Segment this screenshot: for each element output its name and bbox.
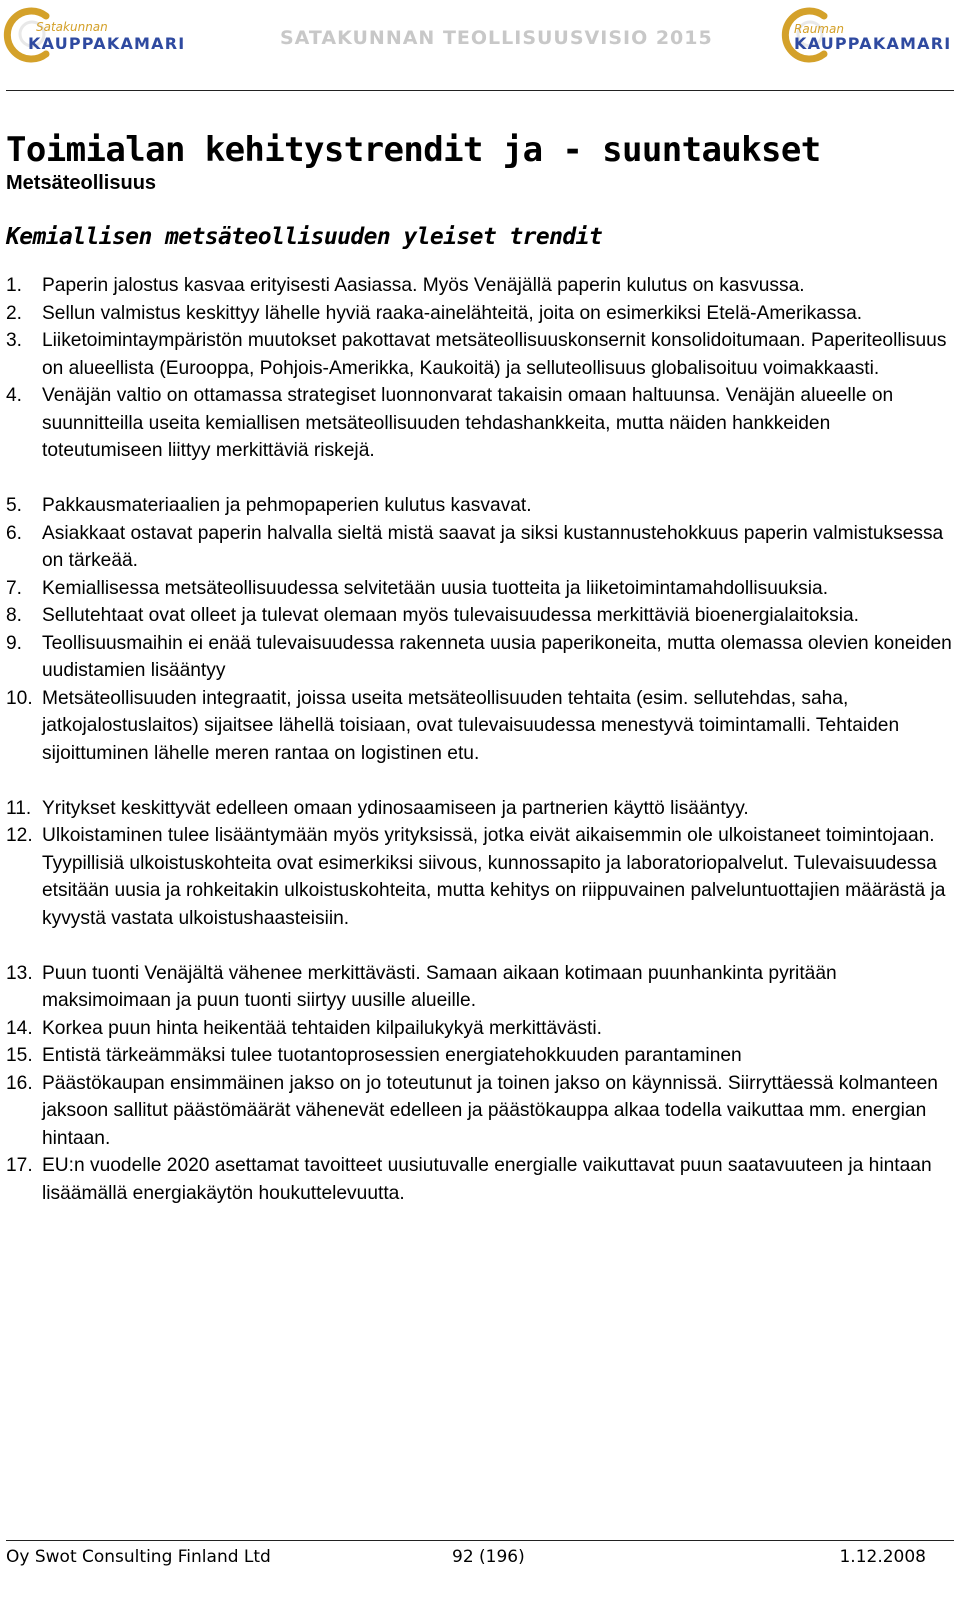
header-divider bbox=[6, 90, 954, 91]
list-item-text: EU:n vuodelle 2020 asettamat tavoitteet uusiutuvalle energialle vaikuttavat puun saatavuuteen ja hintaan lisäämällä energiakäytön houkuttelevuutta. bbox=[42, 1155, 932, 1204]
footer-company: Oy Swot Consulting Finland Ltd bbox=[6, 1547, 271, 1567]
right-logo-small-text: Rauman bbox=[794, 22, 844, 36]
page-header bbox=[0, 0, 960, 92]
satakunnan-kauppakamari-logo bbox=[2, 4, 212, 66]
list-item-number: 6. bbox=[6, 522, 23, 544]
list-item-number: 8. bbox=[6, 605, 23, 626]
list-item-number: 5. bbox=[6, 495, 23, 516]
left-logo-big-text: KAUPPAKAMARI bbox=[28, 34, 186, 53]
list-item bbox=[6, 822, 956, 932]
list-item bbox=[6, 960, 956, 1015]
list-item bbox=[6, 575, 956, 603]
list-item-number: 2. bbox=[6, 302, 23, 324]
footer-date: 1.12.2008 bbox=[839, 1547, 926, 1567]
list-item-text: Sellutehtaat ovat olleet ja tulevat olemaan myös tulevaisuudessa merkittäviä bioenergialaitoksia. bbox=[42, 605, 859, 626]
list-item bbox=[6, 685, 956, 768]
list-item bbox=[6, 300, 956, 328]
list-item-number: 16. bbox=[6, 1072, 33, 1094]
trend-list bbox=[6, 272, 956, 1207]
list-item-text: Ulkoistaminen tulee lisääntymään myös yrityksissä, jotka eivät aikaisemmin ole ulkoistaneet toimintojaan. Tyypillisiä ulkoistuskohteita ovat esimerkiksi siivous, kunnossapito ja laboratoriopalvelut. Tulevaisuudessa etsitään uusia ja rohkeitakin ulkoistuskohteita, mutta kehitys on riippuvainen palveluntuottajien määrästä ja kyvystä vastata ulkoistushaasteisiin. bbox=[42, 825, 946, 929]
list-item-number: 4. bbox=[6, 385, 23, 406]
document-header-title: SATAKUNNAN TEOLLISUUSVISIO 2015 bbox=[280, 27, 713, 49]
list-item-number: 14. bbox=[6, 1017, 33, 1039]
list-item-number: 10. bbox=[6, 687, 33, 709]
list-item-number: 17. bbox=[6, 1155, 33, 1176]
list-item bbox=[6, 492, 956, 520]
list-item-number: 9. bbox=[6, 632, 23, 654]
list-item-text: Asiakkaat ostavat paperin halvalla sieltä mistä saavat ja siksi kustannustehokkuus paperin valmistuksessa on tärkeää. bbox=[42, 522, 944, 571]
list-item-number: 12. bbox=[6, 825, 33, 846]
list-item-number: 15. bbox=[6, 1045, 33, 1066]
main-content bbox=[6, 130, 956, 1207]
rauman-kauppakamari-logo bbox=[780, 4, 960, 66]
right-logo-big-text: KAUPPAKAMARI bbox=[794, 34, 952, 53]
list-item bbox=[6, 327, 956, 382]
list-item-text: Entistä tärkeämmäksi tulee tuotantoprosessien energiatehokkuuden parantaminen bbox=[42, 1045, 742, 1066]
list-item-text: Sellun valmistus keskittyy lähelle hyviä raaka-ainelähteitä, joita on esimerkiksi Etelä-Amerikassa. bbox=[42, 302, 863, 324]
left-logo-small-text: Satakunnan bbox=[36, 20, 108, 34]
footer-page-number: 92 (196) bbox=[452, 1547, 525, 1567]
list-item-number: 1. bbox=[6, 275, 23, 296]
list-item-text: Venäjän valtio on ottamassa strategiset luonnonvarat takaisin omaan haltuunsa. Venäjän alueelle on suunnitteilla useita kemiallisen metsäteollisuuden tehdashankkeita, mutta näiden hankkeiden toteutumiseen liittyy merkittäviä riskejä. bbox=[42, 385, 894, 461]
list-item-number: 11. bbox=[6, 797, 32, 819]
list-item-text: Kemiallisessa metsäteollisuudessa selvitetään uusia tuotteita ja liiketoimintamahdollisuuksia. bbox=[42, 577, 829, 599]
list-item-text: Korkea puun hinta heikentää tehtaiden kilpailukykyä merkittävästi. bbox=[42, 1017, 602, 1039]
list-item-text: Päästökaupan ensimmäinen jakso on jo toteutunut ja toinen jakso on käynnissä. Siirryttäessä kolmanteen jaksoon sallitut päästömäärät vähenevät edelleen ja päästökauppa alkaa todella vaikuttaa mm. energian hintaan. bbox=[42, 1072, 938, 1149]
list-item-text: Liiketoimintaympäristön muutokset pakottavat metsäteollisuuskonsernit konsolidoitumaan. Paperiteollisuus on alueellista (Eurooppa, Pohjois-Amerikka, Kaukoitä) ja selluteollisuus globalisoituu voimakkaasti. bbox=[42, 330, 947, 379]
list-item-number: 13. bbox=[6, 962, 33, 984]
list-item-text: Pakkausmateriaalien ja pehmopaperien kulutus kasvavat. bbox=[42, 495, 532, 516]
list-item-number: 3. bbox=[6, 330, 23, 351]
list-item-text: Teollisuusmaihin ei enää tulevaisuudessa rakenneta uusia paperikoneita, mutta olemassa olevien koneiden uudistamien lisääntyy bbox=[42, 632, 952, 681]
section-heading: Kemiallisen metsäteollisuuden yleiset trendit bbox=[6, 224, 603, 250]
list-item bbox=[6, 382, 956, 465]
list-item bbox=[6, 602, 956, 630]
list-item-number: 7. bbox=[6, 577, 23, 599]
list-item bbox=[6, 1015, 956, 1043]
list-item-text: Metsäteollisuuden integraatit, joissa useita metsäteollisuuden tehtaita (esim. sellutehdas, saha, jatkojalostuslaitos) sijaitsee lähellä toisiaan, ovat tulevaisuudessa menestyvä toimintamalli. Tehtaiden sijoittuminen lähelle meren rantaa on logistinen etu. bbox=[42, 687, 900, 764]
footer-divider bbox=[6, 1540, 954, 1541]
page-subtitle: Metsäteollisuus bbox=[6, 172, 157, 194]
page-title: Toimialan kehitystrendit ja - suuntaukset bbox=[6, 130, 821, 170]
page-footer bbox=[6, 1547, 926, 1571]
list-item-text: Paperin jalostus kasvaa erityisesti Aasiassa. Myös Venäjällä paperin kulutus on kasvussa. bbox=[42, 275, 805, 296]
list-item-text: Yritykset keskittyvät edelleen omaan ydinosaamiseen ja partnerien käyttö lisääntyy. bbox=[42, 797, 749, 819]
list-item-text: Puun tuonti Venäjältä vähenee merkittävästi. Samaan aikaan kotimaan puunhankinta pyritään maksimoimaan ja puun tuonti siirtyy uusille alueille. bbox=[42, 962, 837, 1011]
list-item bbox=[6, 520, 956, 575]
list-item bbox=[6, 1070, 956, 1153]
list-item bbox=[6, 272, 956, 300]
list-item bbox=[6, 630, 956, 685]
list-item bbox=[6, 1042, 956, 1070]
list-item bbox=[6, 1152, 956, 1207]
list-item bbox=[6, 795, 956, 823]
